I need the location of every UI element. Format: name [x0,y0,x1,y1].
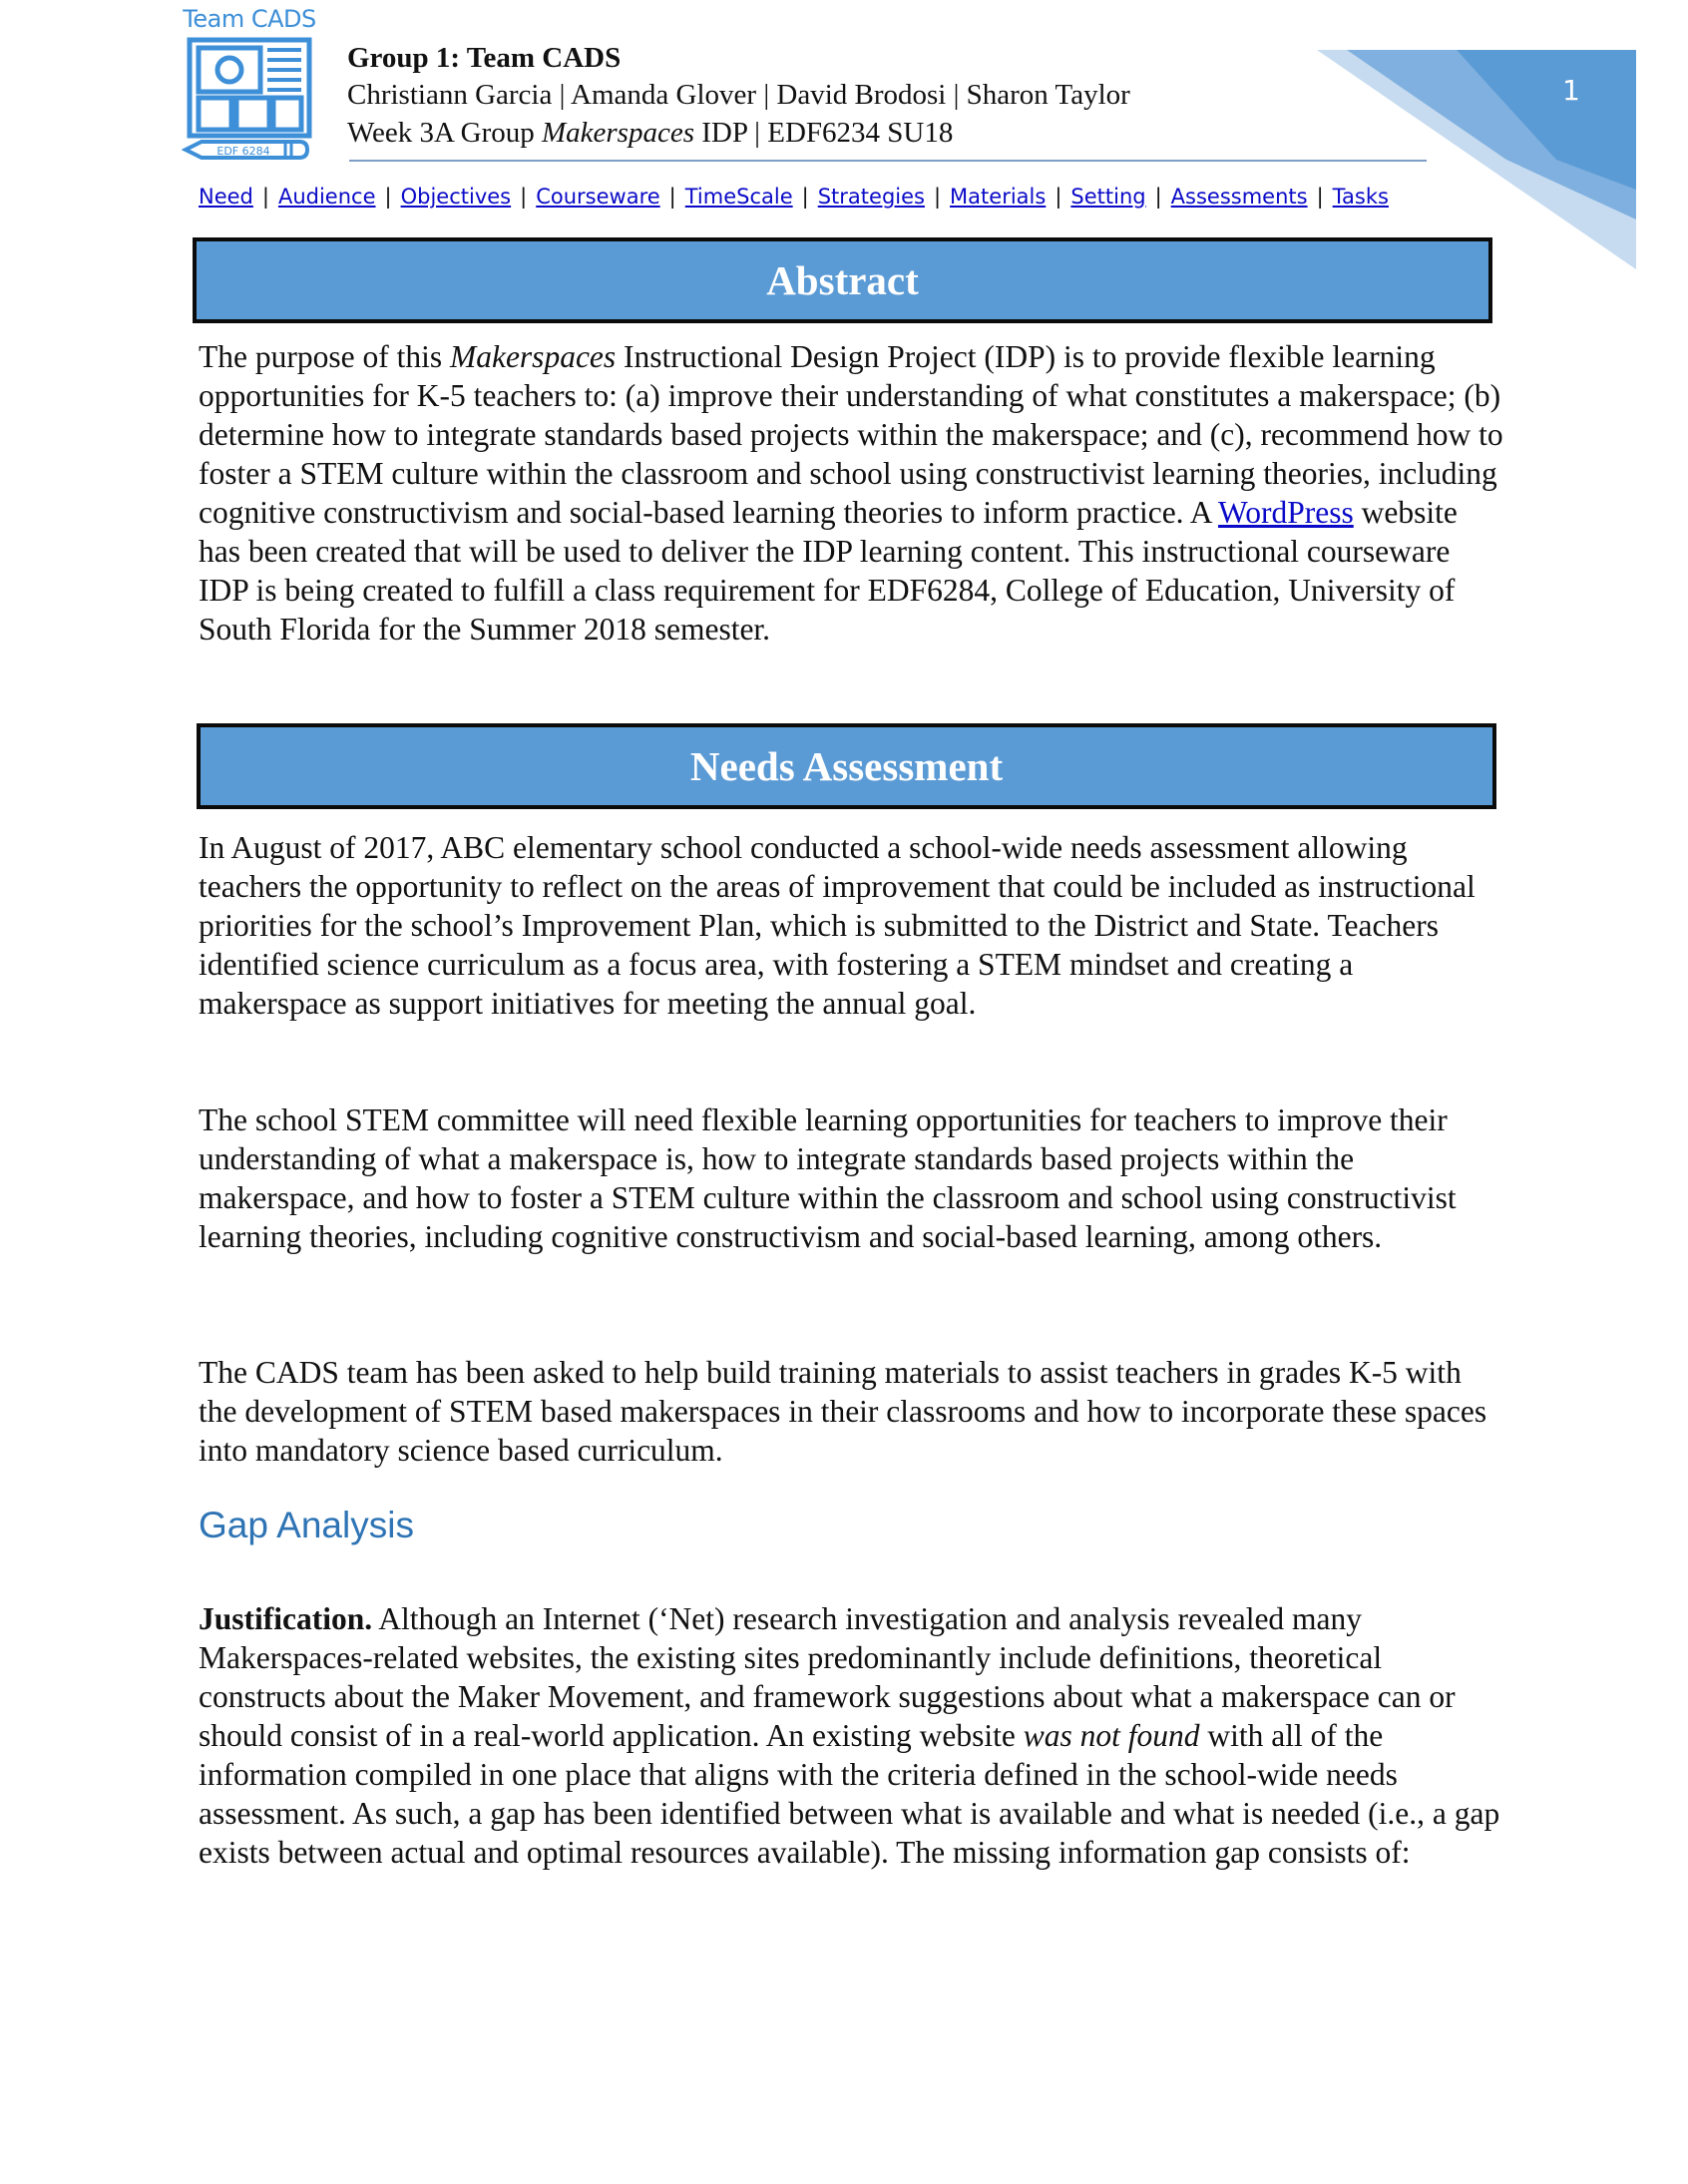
team-members: Christiann Garcia | Amanda Glover | David Brodosi | Sharon Taylor [347,79,1130,111]
needs-assessment-heading: Needs Assessment [689,743,1004,789]
section-nav [199,185,1389,209]
justification-text-2: with all of the information compiled in one place that aligns with the criteria defined in the school-wide needs assessment. As such, a gap has been identified between what is available and what is needed (i.e., a gap exists between actual and optimal resources available). The missing information gap consists of: [199,1718,1500,1870]
nav-link-objectives[interactable]: Objectives [400,185,512,209]
abstract-heading: Abstract [766,257,919,303]
nav-separator: | [384,185,392,209]
abstract-text-3: website has been created that will be used to deliver the IDP learning content. This instructional courseware IDP is being created to fulfill a class requirement for EDF6284, College of Education, University of South Florida for the Summer 2018 semester. [199,495,1458,647]
nav-link-materials[interactable]: Materials [950,185,1047,209]
abstract-italic: Makerspaces [449,339,617,374]
course-line-prefix: Week 3A Group [347,117,542,149]
abstract-text-1: The purpose of this [199,339,450,374]
wordpress-link[interactable]: WordPress [1218,495,1354,530]
justification-paragraph [199,1599,1505,1872]
nav-separator: | [1316,185,1324,209]
corner-triangle-decoration [1317,50,1688,269]
nav-link-tasks[interactable]: Tasks [1332,185,1389,209]
nav-separator: | [801,185,809,209]
justification-lead: Justification. [199,1601,373,1636]
storyboard-icon [182,36,317,166]
nav-link-setting[interactable]: Setting [1070,185,1146,209]
abstract-text-2: Instructional Design Project (IDP) is to provide flexible learning opportunities for K-5 teachers to: (a) improve their understanding of what constitutes a makerspace; (b) determine how to integrate standards based projects within the makerspace; and (c), recommend how to foster a STEM culture within the classroom and school using constructivist learning theories, including cognitive constructivism and social-based learning theories to inform practice. A [199,339,1503,530]
course-line-italic: Makerspaces [542,117,695,149]
nav-link-timescale[interactable]: TimeScale [684,185,793,209]
nav-separator: | [1154,185,1162,209]
nav-link-audience[interactable]: Audience [277,185,376,209]
document-header [347,40,1130,152]
group-title: Group 1: Team CADS [347,42,622,74]
nav-link-strategies[interactable]: Strategies [817,185,925,209]
nav-separator: | [261,185,269,209]
page-number: 1 [1562,74,1580,107]
course-line [347,114,1130,152]
course-line-suffix: IDP | EDF6234 SU18 [694,117,954,149]
abstract-banner [193,237,1492,323]
abstract-paragraph [199,337,1505,649]
nav-separator: | [520,185,528,209]
logo-title: Team CADS [183,5,316,33]
nav-separator: | [1055,185,1062,209]
justification-text-1: Although an Internet (‘Net) research investigation and analysis revealed many Makerspaces-related websites, the existing sites predominantly include definitions, theoretical constructs about the Maker Movement, and framework suggestions about what a makerspace can or should consist of in a real-world application. An existing website [199,1601,1456,1753]
nav-link-need[interactable]: Need [199,185,253,209]
justification-italic: was not found [1023,1718,1200,1753]
gap-analysis-heading: Gap Analysis [199,1505,414,1545]
header-divider [349,160,1427,162]
needs-paragraph-1: In August of 2017, ABC elementary school conducted a school-wide needs assessment allowing teachers the opportunity to reflect on the areas of improvement that could be included as instructional priorities for the school’s Improvement Plan, which is submitted to the District and State. Teachers identified science curriculum as a focus area, with fostering a STEM mindset and creating a makerspace as support initiatives for meeting the annual goal. [199,830,1476,1021]
nav-separator: | [933,185,942,209]
nav-link-courseware[interactable]: Courseware [536,185,660,209]
team-cads-logo [182,4,317,166]
logo-badge-text: EDF 6284 [216,145,270,158]
needs-assessment-banner [197,723,1496,809]
needs-paragraph-2: The school STEM committee will need flexible learning opportunities for teachers to improve their understanding of what a makerspace is, how to integrate standards based projects within the makerspace, and how to foster a STEM culture within the classroom and school using constructivist learning theories, including cognitive constructivism and social-based learning, among others. [199,1102,1457,1254]
nav-link-assessments[interactable]: Assessments [1170,185,1308,209]
needs-paragraph-3: The CADS team has been asked to help build training materials to assist teachers in grades K-5 with the development of STEM based makerspaces in their classrooms and how to incorporate these spaces into mandatory science based curriculum. [199,1355,1487,1468]
nav-separator: | [668,185,676,209]
